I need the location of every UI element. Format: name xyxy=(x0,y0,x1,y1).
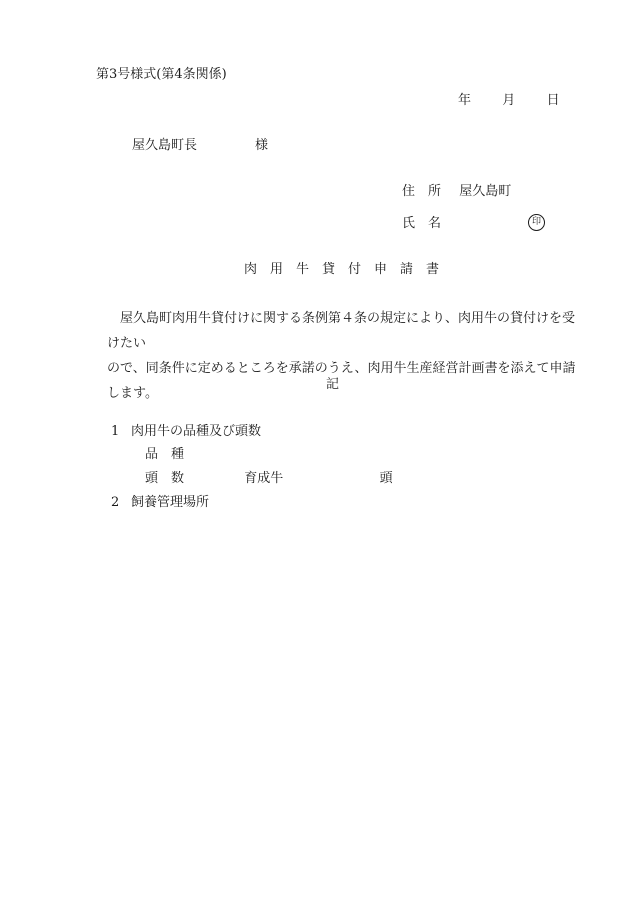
breed-label: 品 種 xyxy=(145,447,185,462)
count-label: 頭 数 xyxy=(145,471,185,486)
addressee-name: 屋久島町長 xyxy=(132,138,198,153)
item-2-number: 2 xyxy=(111,495,120,510)
item-1-breed-row xyxy=(145,447,184,463)
form-number: 第3号様式(第4条関係) xyxy=(96,67,227,82)
date-year-label: 年 xyxy=(458,93,472,108)
date-line xyxy=(458,93,560,109)
ki-heading: 記 xyxy=(326,377,340,392)
seal-mark: 印 xyxy=(528,214,545,231)
body-line-2: ので、同条件に定めるところを承諾のうえ、肉用牛生産経営計画書を添えて申請します。 xyxy=(107,361,576,401)
item-1-number: 1 xyxy=(111,424,120,439)
addressee xyxy=(132,138,268,154)
item-1-count-row xyxy=(145,471,393,487)
applicant-address-row xyxy=(402,184,511,200)
address-label: 住 所 xyxy=(402,184,442,199)
address-value: 屋久島町 xyxy=(459,184,512,199)
addressee-honorific: 様 xyxy=(255,138,269,153)
name-label: 氏 名 xyxy=(402,216,442,231)
count-type: 育成牛 xyxy=(244,471,284,486)
body-line-1: 屋久島町肉用牛貸付けに関する条例第４条の規定により、肉用牛の貸付けを受けたい xyxy=(107,311,576,351)
item-2-label: 飼養管理場所 xyxy=(131,495,210,510)
application-body xyxy=(107,306,582,406)
count-unit: 頭 xyxy=(379,471,393,486)
item-1-label: 肉用牛の品種及び頭数 xyxy=(131,424,262,439)
applicant-name-row xyxy=(402,216,441,232)
document-title: 肉 用 牛 貸 付 申 請 書 xyxy=(244,262,440,277)
item-1 xyxy=(111,424,261,440)
item-2 xyxy=(111,495,209,511)
date-month-label: 月 xyxy=(502,93,516,108)
date-day-label: 日 xyxy=(546,93,560,108)
